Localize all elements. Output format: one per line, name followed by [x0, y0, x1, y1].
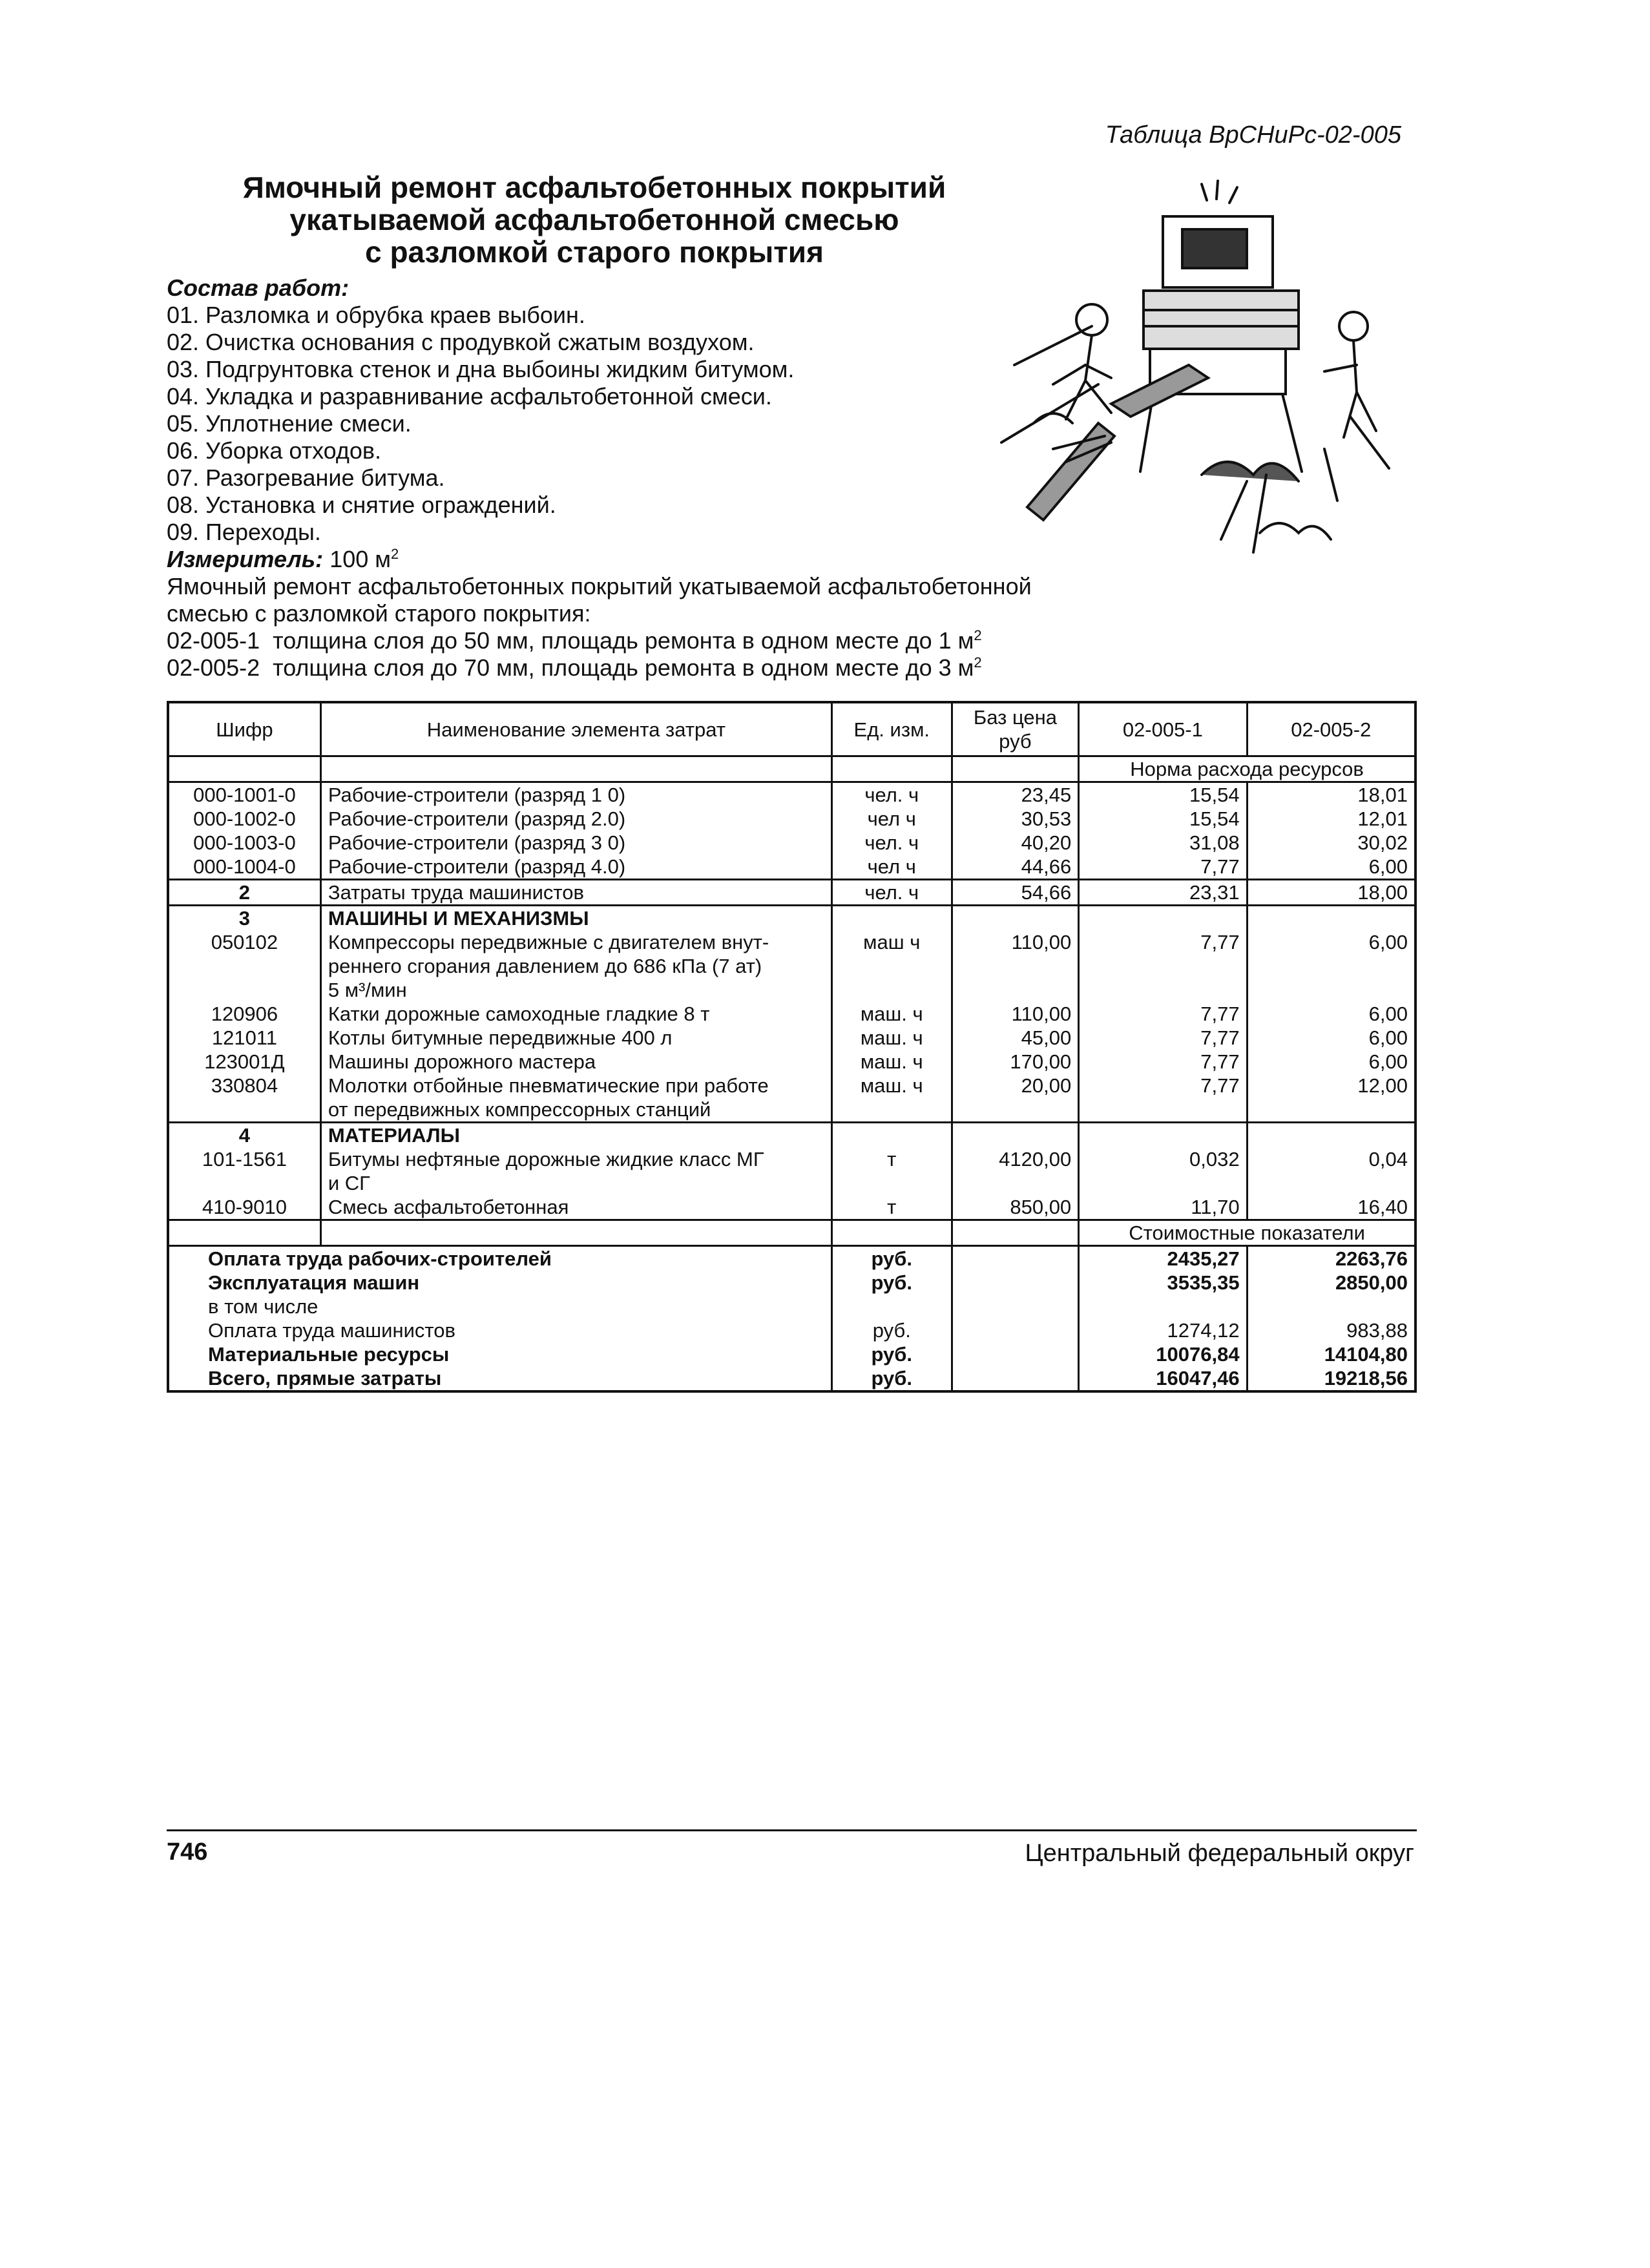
section-row	[168, 1123, 1415, 1148]
cell-code: 050102	[168, 930, 320, 1002]
cell-code: 101-1561	[168, 1147, 320, 1195]
cell-price: 45,00	[952, 1026, 1079, 1050]
cell-name: Затраты труда машинистов	[320, 880, 831, 906]
cell-code: 000-1004-0	[168, 855, 320, 880]
variant-line	[167, 654, 1071, 681]
cell-v2: 6,00	[1368, 855, 1408, 878]
cell-v1: 7,77	[1079, 855, 1247, 880]
measure-superscript: 2	[391, 546, 399, 562]
cell-name-line: Котлы битумные передвижные 400 л	[328, 1026, 673, 1049]
cell-unit: чел. ч	[831, 880, 952, 906]
cell-name: Рабочие-строители (разряд 2.0)	[320, 807, 831, 831]
cell-v2: 6,00	[1368, 1003, 1408, 1025]
table-row	[168, 1002, 1415, 1026]
table-identifier: Таблица ВрСНиРс-02-005	[1105, 121, 1401, 149]
table-row	[168, 831, 1415, 855]
cell-name-line: Битумы нефтяные дорожные жидкие класс МГ	[328, 1148, 764, 1170]
summary-label: Материальные ресурсы	[168, 1342, 831, 1366]
cell-unit: чел ч	[831, 807, 952, 831]
cell-name: Рабочие-строители (разряд 3 0)	[320, 831, 831, 855]
table-row	[168, 855, 1415, 880]
cell-v2: 18,01	[1357, 784, 1408, 806]
cell-price: 110,00	[952, 930, 1079, 1002]
variant-line	[167, 627, 1071, 654]
list-item: 04. Укладка и разравнивание асфальтобетонной смеси.	[167, 383, 772, 410]
summary-unit: руб.	[831, 1318, 952, 1342]
cell-v1: 7,77	[1079, 1026, 1247, 1050]
summary-v2: 19218,56	[1324, 1367, 1408, 1389]
cell-v1: 15,54	[1079, 782, 1247, 807]
norm-label-row	[168, 756, 1415, 782]
cell-code: 000-1002-0	[168, 807, 320, 831]
measure-label: Измеритель:	[167, 546, 324, 572]
cell-price: 40,20	[952, 831, 1079, 855]
cell-name-line: от передвижных компрессорных станций	[328, 1098, 711, 1121]
summary-label: в том числе	[168, 1295, 831, 1318]
cell-v2: 16,40	[1357, 1196, 1408, 1218]
cell-code: 330804	[168, 1074, 320, 1123]
list-item: 05. Уплотнение смеси.	[167, 410, 412, 437]
cell-name	[320, 1050, 831, 1074]
summary-label: Оплата труда машинистов	[168, 1318, 831, 1342]
cell-v2: 6,00	[1368, 931, 1408, 953]
cell-unit: маш. ч	[831, 1074, 952, 1123]
cell-name-line: реннего сгорания давлением до 686 кПа (7 ат)	[328, 955, 762, 977]
work-list	[167, 302, 1071, 546]
list-item: 01. Разломка и обрубка краев выбоин.	[167, 302, 585, 328]
footer-region: Центральный федеральный округ	[1025, 1840, 1414, 1867]
section-title: МАШИНЫ И МЕХАНИЗМЫ	[320, 906, 831, 931]
summary-label: Эксплуатация машин	[168, 1271, 831, 1295]
summary-row	[168, 1271, 1415, 1295]
header-variant-2: 02-005-2	[1247, 702, 1415, 756]
cell-name	[320, 930, 831, 1002]
cell-unit: маш. ч	[831, 1050, 952, 1074]
cell-v2: 12,01	[1357, 807, 1408, 830]
section-number: 4	[168, 1123, 320, 1148]
table-row	[168, 1050, 1415, 1074]
summary-row	[168, 1342, 1415, 1366]
cell-price: 170,00	[952, 1050, 1079, 1074]
cell-unit: чел. ч	[831, 782, 952, 807]
table-header-row	[168, 702, 1415, 756]
cell-name	[320, 1026, 831, 1050]
summary-row	[168, 1295, 1415, 1318]
cell-v2: 18,00	[1247, 880, 1415, 906]
cell-price: 4120,00	[952, 1147, 1079, 1195]
cell-v2: 6,00	[1368, 1050, 1408, 1073]
summary-unit: руб.	[831, 1271, 952, 1295]
cost-label-row	[168, 1220, 1415, 1246]
cell-unit: маш ч	[831, 930, 952, 1002]
cell-v1: 11,70	[1079, 1195, 1247, 1220]
description-line: Ямочный ремонт асфальтобетонных покрытий укатываемой асфальтобетонной	[167, 573, 1032, 599]
cell-code: 121011	[168, 1026, 320, 1050]
resource-table	[167, 701, 1417, 1393]
table-row	[168, 807, 1415, 831]
table-row	[168, 1074, 1415, 1123]
cell-name: Рабочие-строители (разряд 1 0)	[320, 782, 831, 807]
list-item: 07. Разогревание битума.	[167, 464, 445, 491]
summary-unit: руб.	[831, 1246, 952, 1271]
summary-label: Всего, прямые затраты	[168, 1366, 831, 1391]
cell-code: 120906	[168, 1002, 320, 1026]
cell-unit: маш. ч	[831, 1026, 952, 1050]
cell-unit: т	[831, 1147, 952, 1195]
header-unit: Ед. изм.	[831, 702, 952, 756]
variant-text: 02-005-1 толщина слоя до 50 мм, площадь ремонта в одном месте до 1 м	[167, 627, 974, 654]
variant-text: 02-005-2 толщина слоя до 70 мм, площадь ремонта в одном месте до 3 м	[167, 654, 974, 681]
cell-price: 20,00	[952, 1074, 1079, 1123]
cell-name-line: Смесь асфальтобетонная	[328, 1196, 569, 1218]
summary-v1: 3535,35	[1079, 1271, 1247, 1295]
list-item: 06. Уборка отходов.	[167, 437, 382, 464]
cell-v2: 12,00	[1247, 1074, 1415, 1123]
list-item: 08. Установка и снятие ограждений.	[167, 492, 556, 518]
summary-v1: 16047,46	[1079, 1366, 1247, 1391]
cell-unit: маш. ч	[831, 1002, 952, 1026]
title-line: с разломкой старого покрытия	[365, 235, 824, 269]
table-row	[168, 1147, 1415, 1195]
list-item: 09. Переходы.	[167, 519, 321, 545]
summary-v1: 10076,84	[1079, 1342, 1247, 1366]
cell-code: 000-1003-0	[168, 831, 320, 855]
cell-v1: 31,08	[1079, 831, 1247, 855]
section-number: 3	[168, 906, 320, 931]
cell-code: 123001Д	[168, 1050, 320, 1074]
cell-name-line: Катки дорожные самоходные гладкие 8 т	[328, 1003, 710, 1025]
document-title	[213, 171, 976, 268]
description-line: смесью с разломкой старого покрытия:	[167, 600, 591, 627]
header-code: Шифр	[168, 702, 320, 756]
cell-v2: 30,02	[1357, 831, 1408, 854]
section-row	[168, 906, 1415, 931]
header-price: Баз цена руб	[952, 702, 1079, 756]
cell-v2: 0,04	[1368, 1148, 1408, 1170]
summary-row	[168, 1318, 1415, 1342]
cell-unit: чел. ч	[831, 831, 952, 855]
cell-name	[320, 1147, 831, 1195]
work-composition-heading: Состав работ:	[167, 275, 350, 301]
cell-price: 23,45	[952, 782, 1079, 807]
cell-name-line: Компрессоры передвижные с двигателем внут-	[328, 931, 769, 953]
measure-value: 100 м	[329, 546, 392, 572]
summary-v1: 2435,27	[1079, 1246, 1247, 1271]
cell-v1: 7,77	[1079, 1074, 1247, 1123]
cell-unit: чел ч	[831, 855, 952, 880]
cell-v2: 6,00	[1368, 1026, 1408, 1049]
cell-v1: 7,77	[1079, 1050, 1247, 1074]
page-number: 746	[167, 1838, 208, 1866]
summary-v2: 2263,76	[1335, 1247, 1408, 1270]
summary-row	[168, 1366, 1415, 1391]
variant-superscript: 2	[974, 627, 982, 643]
variant-superscript: 2	[974, 654, 982, 671]
cell-v1: 0,032	[1079, 1147, 1247, 1195]
cell-name	[320, 1195, 831, 1220]
header-name: Наименование элемента затрат	[320, 702, 831, 756]
cost-label: Стоимостные показатели	[1079, 1220, 1415, 1246]
cell-code: 000-1001-0	[168, 782, 320, 807]
cell-name-line: Машины дорожного мастера	[328, 1050, 596, 1073]
summary-row	[168, 1246, 1415, 1271]
cell-name	[320, 1002, 831, 1026]
norm-label: Норма расхода ресурсов	[1079, 756, 1415, 782]
table-row	[168, 930, 1415, 1002]
summary-v2: 983,88	[1346, 1319, 1408, 1342]
cell-v1: 23,31	[1079, 880, 1247, 906]
summary-v1: 1274,12	[1079, 1318, 1247, 1342]
table-row	[168, 1195, 1415, 1220]
cell-price: 54,66	[952, 880, 1079, 906]
table-row	[168, 1026, 1415, 1050]
cell-code: 410-9010	[168, 1195, 320, 1220]
footer-divider	[167, 1829, 1417, 1831]
cell-name: Рабочие-строители (разряд 4.0)	[320, 855, 831, 880]
cell-name-line: и СГ	[328, 1172, 370, 1194]
cell-v1: 15,54	[1079, 807, 1247, 831]
cell-unit: т	[831, 1195, 952, 1220]
cell-name-line: 5 м³/мин	[328, 979, 407, 1001]
title-line: Ямочный ремонт асфальтобетонных покрытий	[242, 171, 946, 204]
title-line: укатываемой асфальтобетонной смесью	[289, 203, 899, 236]
measure-line	[167, 546, 1071, 573]
cell-v1: 7,77	[1079, 1002, 1247, 1026]
cell-v1: 7,77	[1079, 930, 1247, 1002]
list-item: 03. Подгрунтовка стенок и дна выбоины жидким битумом.	[167, 356, 795, 382]
summary-unit: руб.	[831, 1366, 952, 1391]
cell-name-line: Молотки отбойные пневматические при работе	[328, 1074, 769, 1097]
header-variant-1: 02-005-1	[1079, 702, 1247, 756]
cell-code: 2	[168, 880, 320, 906]
cell-price: 30,53	[952, 807, 1079, 831]
list-item: 02. Очистка основания с продувкой сжатым воздухом.	[167, 329, 755, 355]
cell-price: 850,00	[952, 1195, 1079, 1220]
summary-unit: руб.	[831, 1342, 952, 1366]
table-row	[168, 782, 1415, 807]
table-row	[168, 880, 1415, 906]
cell-name	[320, 1074, 831, 1123]
summary-v2: 2850,00	[1335, 1271, 1408, 1294]
cell-price: 110,00	[952, 1002, 1079, 1026]
summary-v2: 14104,80	[1324, 1343, 1408, 1366]
cell-price: 44,66	[952, 855, 1079, 880]
section-title: МАТЕРИАЛЫ	[320, 1123, 831, 1148]
summary-label: Оплата труда рабочих-строителей	[168, 1246, 831, 1271]
description-block	[167, 275, 1071, 681]
